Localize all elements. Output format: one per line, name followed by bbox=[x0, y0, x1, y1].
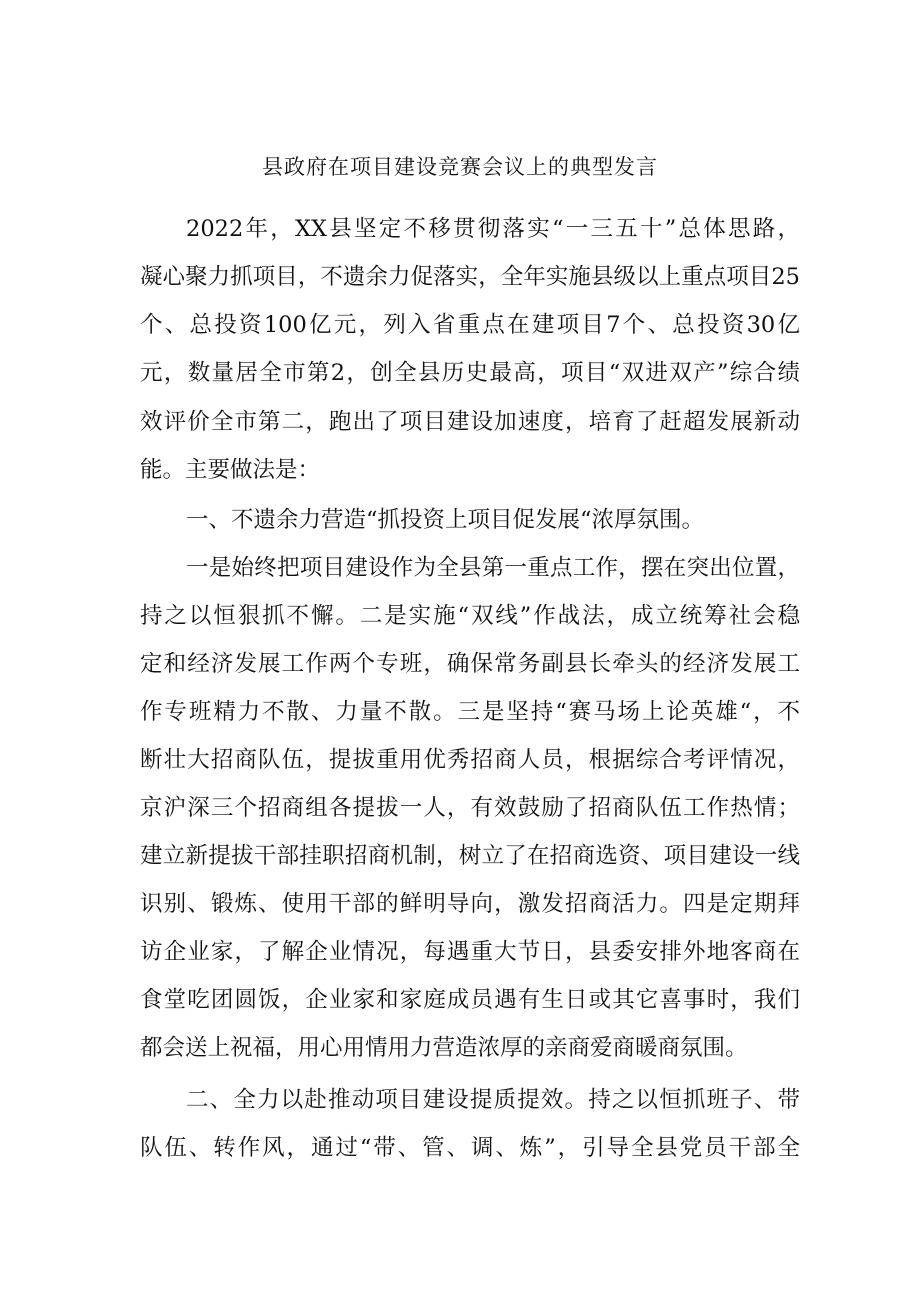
paragraph-line: 定和经济发展工作两个专班，确保常务副县长牵头的经济发展工 bbox=[140, 651, 800, 677]
paragraph-line: 京沪深三个招商组各提拔一人，有效鼓励了招商队伍工作热情； bbox=[140, 795, 800, 821]
paragraph-line: 持之以恒狠抓不懈。二是实施“双线”作战法，成立统筹社会稳 bbox=[140, 603, 800, 629]
section-heading: 一、不遗余力营造“抓投资上项目促发展“浓厚氛围。 bbox=[186, 507, 705, 533]
paragraph-line: 凝心聚力抓项目，不遗余力促落实，全年实施县级以上重点项目25 bbox=[140, 264, 800, 290]
paragraph-line: 食堂吃团圆饭，企业家和家庭成员遇有生日或其它喜事时，我们 bbox=[140, 987, 800, 1013]
document-title: 县政府在项目建设竞赛会议上的典型发言 bbox=[262, 155, 658, 179]
paragraph-line: 建立新提拔干部挂职招商机制，树立了在招商选资、项目建设一线 bbox=[140, 843, 800, 869]
paragraph-line: 2022年，XX县坚定不移贯彻落实“一三五十”总体思路， bbox=[186, 216, 800, 242]
paragraph-line: 识别、锻炼、使用干部的鲜明导向，激发招商活力。四是定期拜 bbox=[140, 891, 800, 917]
paragraph-line: 断壮大招商队伍，提拔重用优秀招商人员，根据综合考评情况， bbox=[140, 747, 800, 773]
paragraph-line: 一是始终把项目建设作为全县第一重点工作，摆在突出位置， bbox=[186, 555, 800, 581]
paragraph-line: 队伍、转作风，通过“带、管、调、炼”，引导全县党员干部全 bbox=[140, 1135, 800, 1161]
paragraph-line: 元，数量居全市第2，创全县历史最高，项目“双进双产”综合绩 bbox=[140, 360, 800, 386]
paragraph-line: 访企业家，了解企业情况，每遇重大节日，县委安排外地客商在 bbox=[140, 939, 800, 965]
paragraph-line: 个、总投资100亿元，列入省重点在建项目7个、总投资30亿 bbox=[140, 312, 800, 338]
section-heading: 二、全力以赴推动项目建设提质提效。持之以恒抓班子、带 bbox=[186, 1087, 800, 1113]
paragraph-line: 效评价全市第二，跑出了项目建设加速度，培育了赶超发展新动 bbox=[140, 409, 800, 435]
paragraph-line: 都会送上祝福，用心用情用力营造浓厚的亲商爱商暖商氛围。 bbox=[140, 1035, 748, 1061]
paragraph-line: 作专班精力不散、力量不散。三是坚持“赛马场上论英雄“，不 bbox=[140, 699, 800, 725]
paragraph-line: 能。主要做法是： bbox=[140, 457, 321, 483]
